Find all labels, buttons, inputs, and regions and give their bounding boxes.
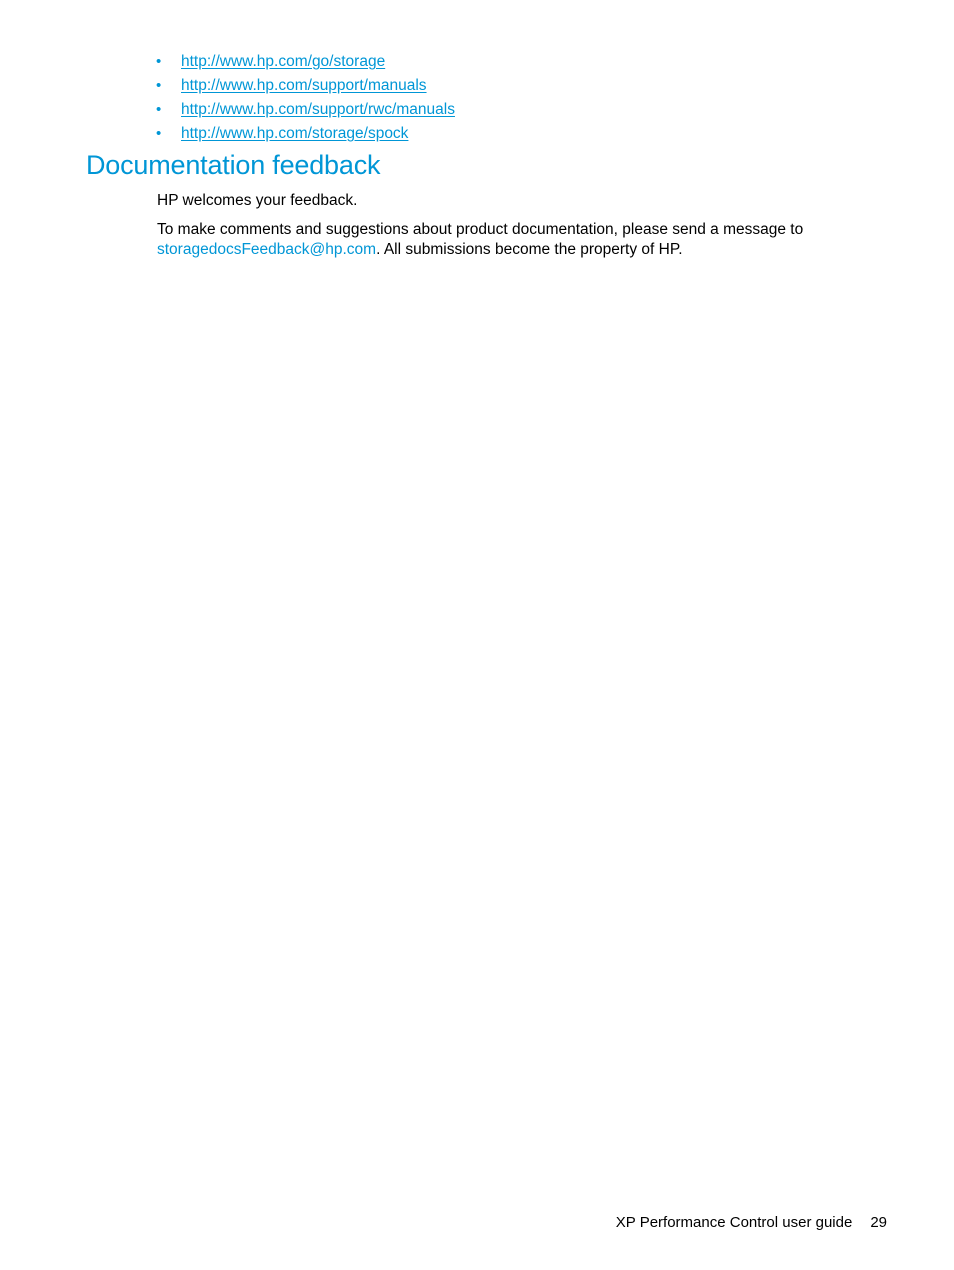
feedback-instructions-paragraph: [157, 220, 857, 259]
page-footer: [600, 1213, 887, 1233]
list-item: [156, 124, 455, 148]
link-hp-storage-spock[interactable]: http://www.hp.com/storage/spock: [181, 125, 409, 142]
feedback-instructions-text: To make comments and suggestions about product documentation, please send a message to: [157, 221, 804, 238]
section-heading: Documentation feedback: [86, 150, 381, 180]
bullet-icon: •: [156, 101, 162, 118]
related-links-list: [156, 52, 455, 148]
feedback-property-text: . All submissions become the property of HP.: [376, 240, 683, 258]
link-hp-support-rwc-manuals[interactable]: http://www.hp.com/support/rwc/manuals: [181, 101, 455, 118]
bullet-icon: •: [156, 53, 162, 70]
footer-guide-title: XP Performance Control user guide: [615, 1214, 853, 1231]
list-item: [156, 76, 455, 100]
feedback-email-link[interactable]: storagedocsFeedback@hp.com: [157, 240, 377, 258]
list-item: [156, 100, 455, 124]
bullet-icon: •: [156, 125, 162, 142]
page-number: 29: [870, 1214, 887, 1231]
bullet-icon: •: [156, 77, 162, 94]
link-hp-support-manuals[interactable]: http://www.hp.com/support/manuals: [181, 77, 427, 94]
list-item: [156, 52, 455, 76]
link-hp-go-storage[interactable]: http://www.hp.com/go/storage: [181, 53, 386, 70]
feedback-welcome-text: HP welcomes your feedback.: [157, 192, 358, 209]
